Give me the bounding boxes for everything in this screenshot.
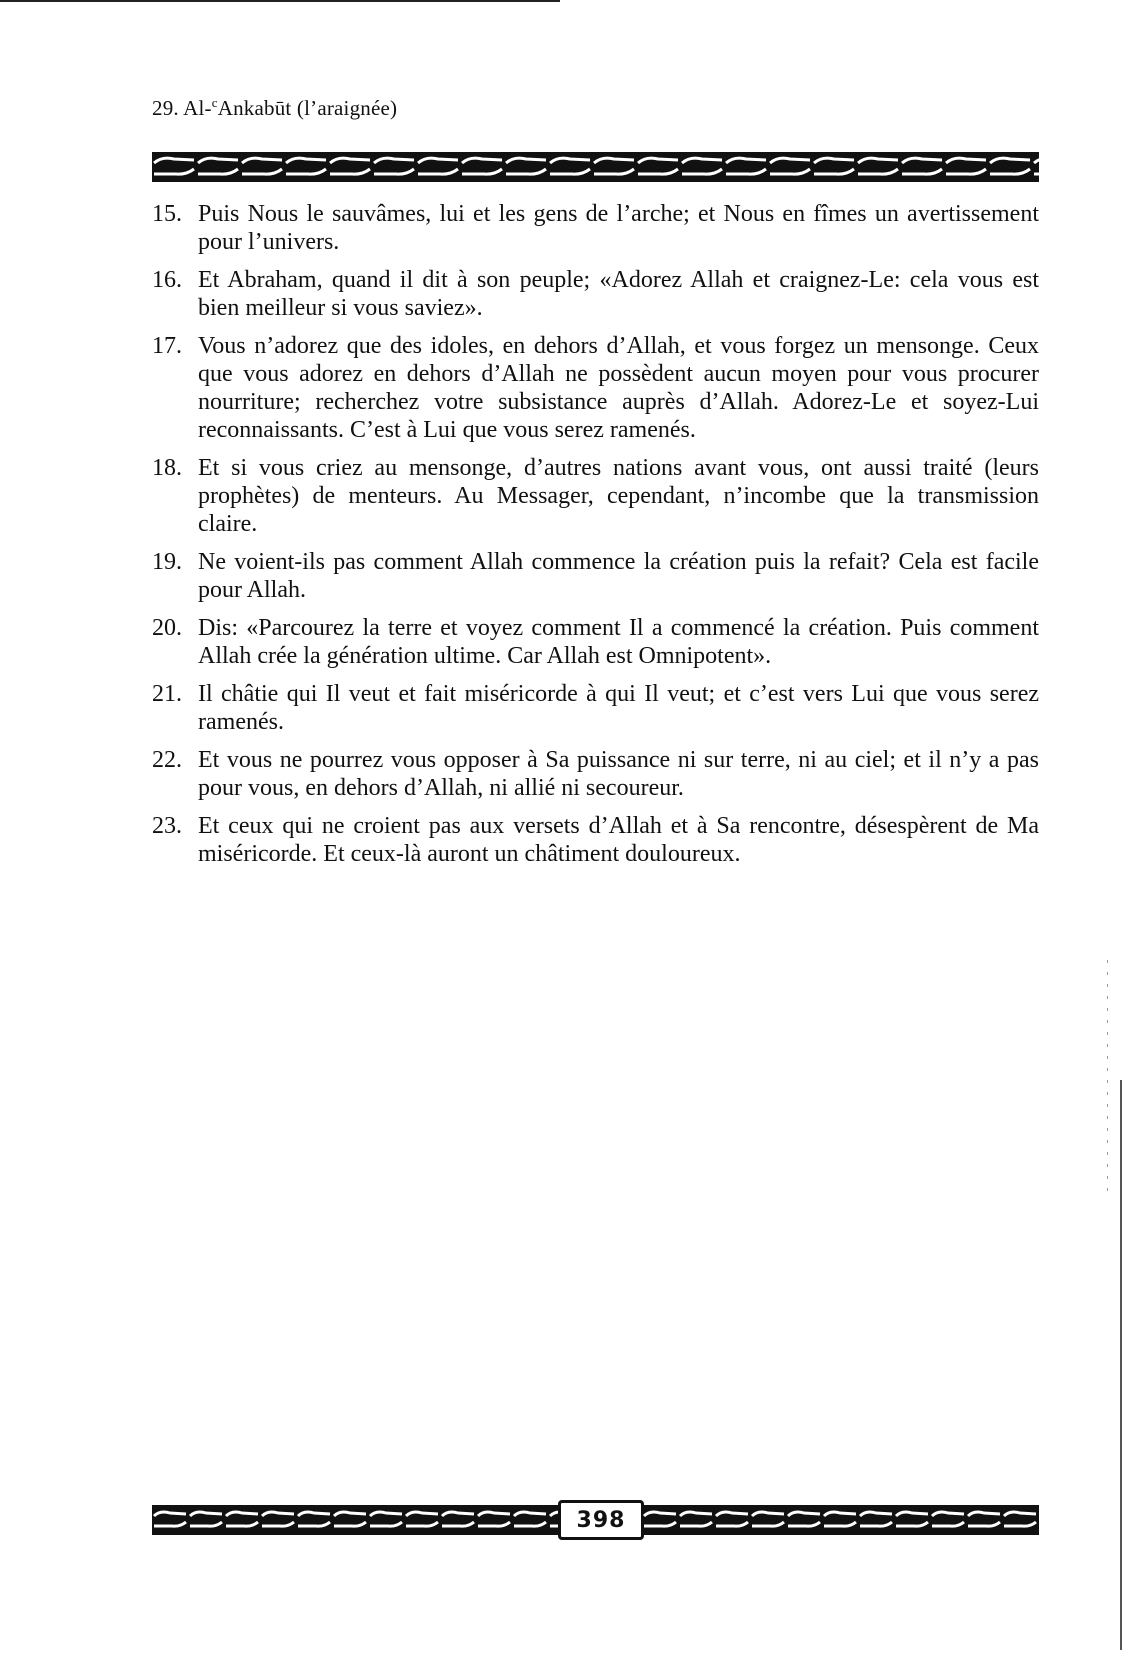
- verse-text: Vous n’adorez que des idoles, en dehors d’Allah, et vous forgez un mensonge. Ceux que vous adorez en dehors d’Allah ne possèdent aucun moyen pour vous procurer nourriture; recherchez votre subsistance auprès d’Allah. Adorez-Le et soyez-Lui reconnaissants. C’est à Lui que vous serez ramenés.: [198, 333, 1039, 443]
- chapter-title: Ankabūt (l’araignée): [217, 96, 398, 120]
- verse-item: [152, 680, 1039, 736]
- chapter-prefix: Al-: [183, 96, 212, 120]
- scan-edge-line: [0, 0, 560, 2]
- verse-number: 20.: [152, 615, 182, 641]
- verse-item: [152, 200, 1039, 256]
- verse-text: Et Abraham, quand il dit à son peuple; «Adorez Allah et craignez-Le: cela vous est bien meilleur si vous saviez».: [198, 267, 1039, 321]
- decorative-band: [152, 1505, 560, 1535]
- verse-item: [152, 266, 1039, 322]
- verse-number: 23.: [152, 813, 182, 839]
- scan-edge-line: [1120, 1080, 1122, 1650]
- verse-item: [152, 746, 1039, 802]
- verse-text: Et ceux qui ne croient pas aux versets d’Allah et à Sa rencontre, désespèrent de Ma miséricorde. Et ceux-là auront un châtiment douloureux.: [198, 813, 1039, 867]
- scan-edge-dots: [1107, 960, 1108, 1200]
- verse-text: Et si vous criez au mensonge, d’autres nations avant vous, ont aussi traité (leurs prophètes) de menteurs. Au Messager, cependant, n’incombe que la transmission claire.: [198, 455, 1039, 537]
- verse-number: 18.: [152, 455, 182, 481]
- chapter-header: [152, 95, 397, 121]
- verse-text: Et vous ne pourrez vous opposer à Sa puissance ni sur terre, ni au ciel; et il n’y a pas pour vous, en dehors d’Allah, ni allié ni secoureur.: [198, 747, 1039, 801]
- verse-text: Il châtie qui Il veut et fait miséricorde à qui Il veut; et c’est vers Lui que vous serez ramenés.: [198, 681, 1039, 735]
- verse-text: Puis Nous le sauvâmes, lui et les gens de l’arche; et Nous en fîmes un avertissement pour l’univers.: [198, 201, 1039, 255]
- page-number-box: [558, 1500, 644, 1540]
- verse-number: 16.: [152, 267, 182, 293]
- verse-list: [152, 200, 1039, 878]
- verse-text: Ne voient-ils pas comment Allah commence la création puis la refait? Cela est facile pour Allah.: [198, 549, 1039, 603]
- decorative-band: [642, 1505, 1039, 1535]
- verse-item: [152, 454, 1039, 538]
- verse-number: 19.: [152, 549, 182, 575]
- verse-text: Dis: «Parcourez la terre et voyez comment Il a commencé la création. Puis comment Allah crée la génération ultime. Car Allah est Omnipotent».: [198, 615, 1039, 669]
- verse-number: 22.: [152, 747, 182, 773]
- verse-number: 21.: [152, 681, 182, 707]
- decorative-band: [152, 152, 1039, 182]
- verse-item: [152, 332, 1039, 444]
- verse-item: [152, 812, 1039, 868]
- verse-item: [152, 548, 1039, 604]
- verse-number: 15.: [152, 201, 182, 227]
- verse-number: 17.: [152, 333, 182, 359]
- chapter-number: 29.: [152, 96, 179, 120]
- chapter-ain: c: [211, 95, 218, 110]
- verse-item: [152, 614, 1039, 670]
- page-number: 398: [576, 1507, 626, 1533]
